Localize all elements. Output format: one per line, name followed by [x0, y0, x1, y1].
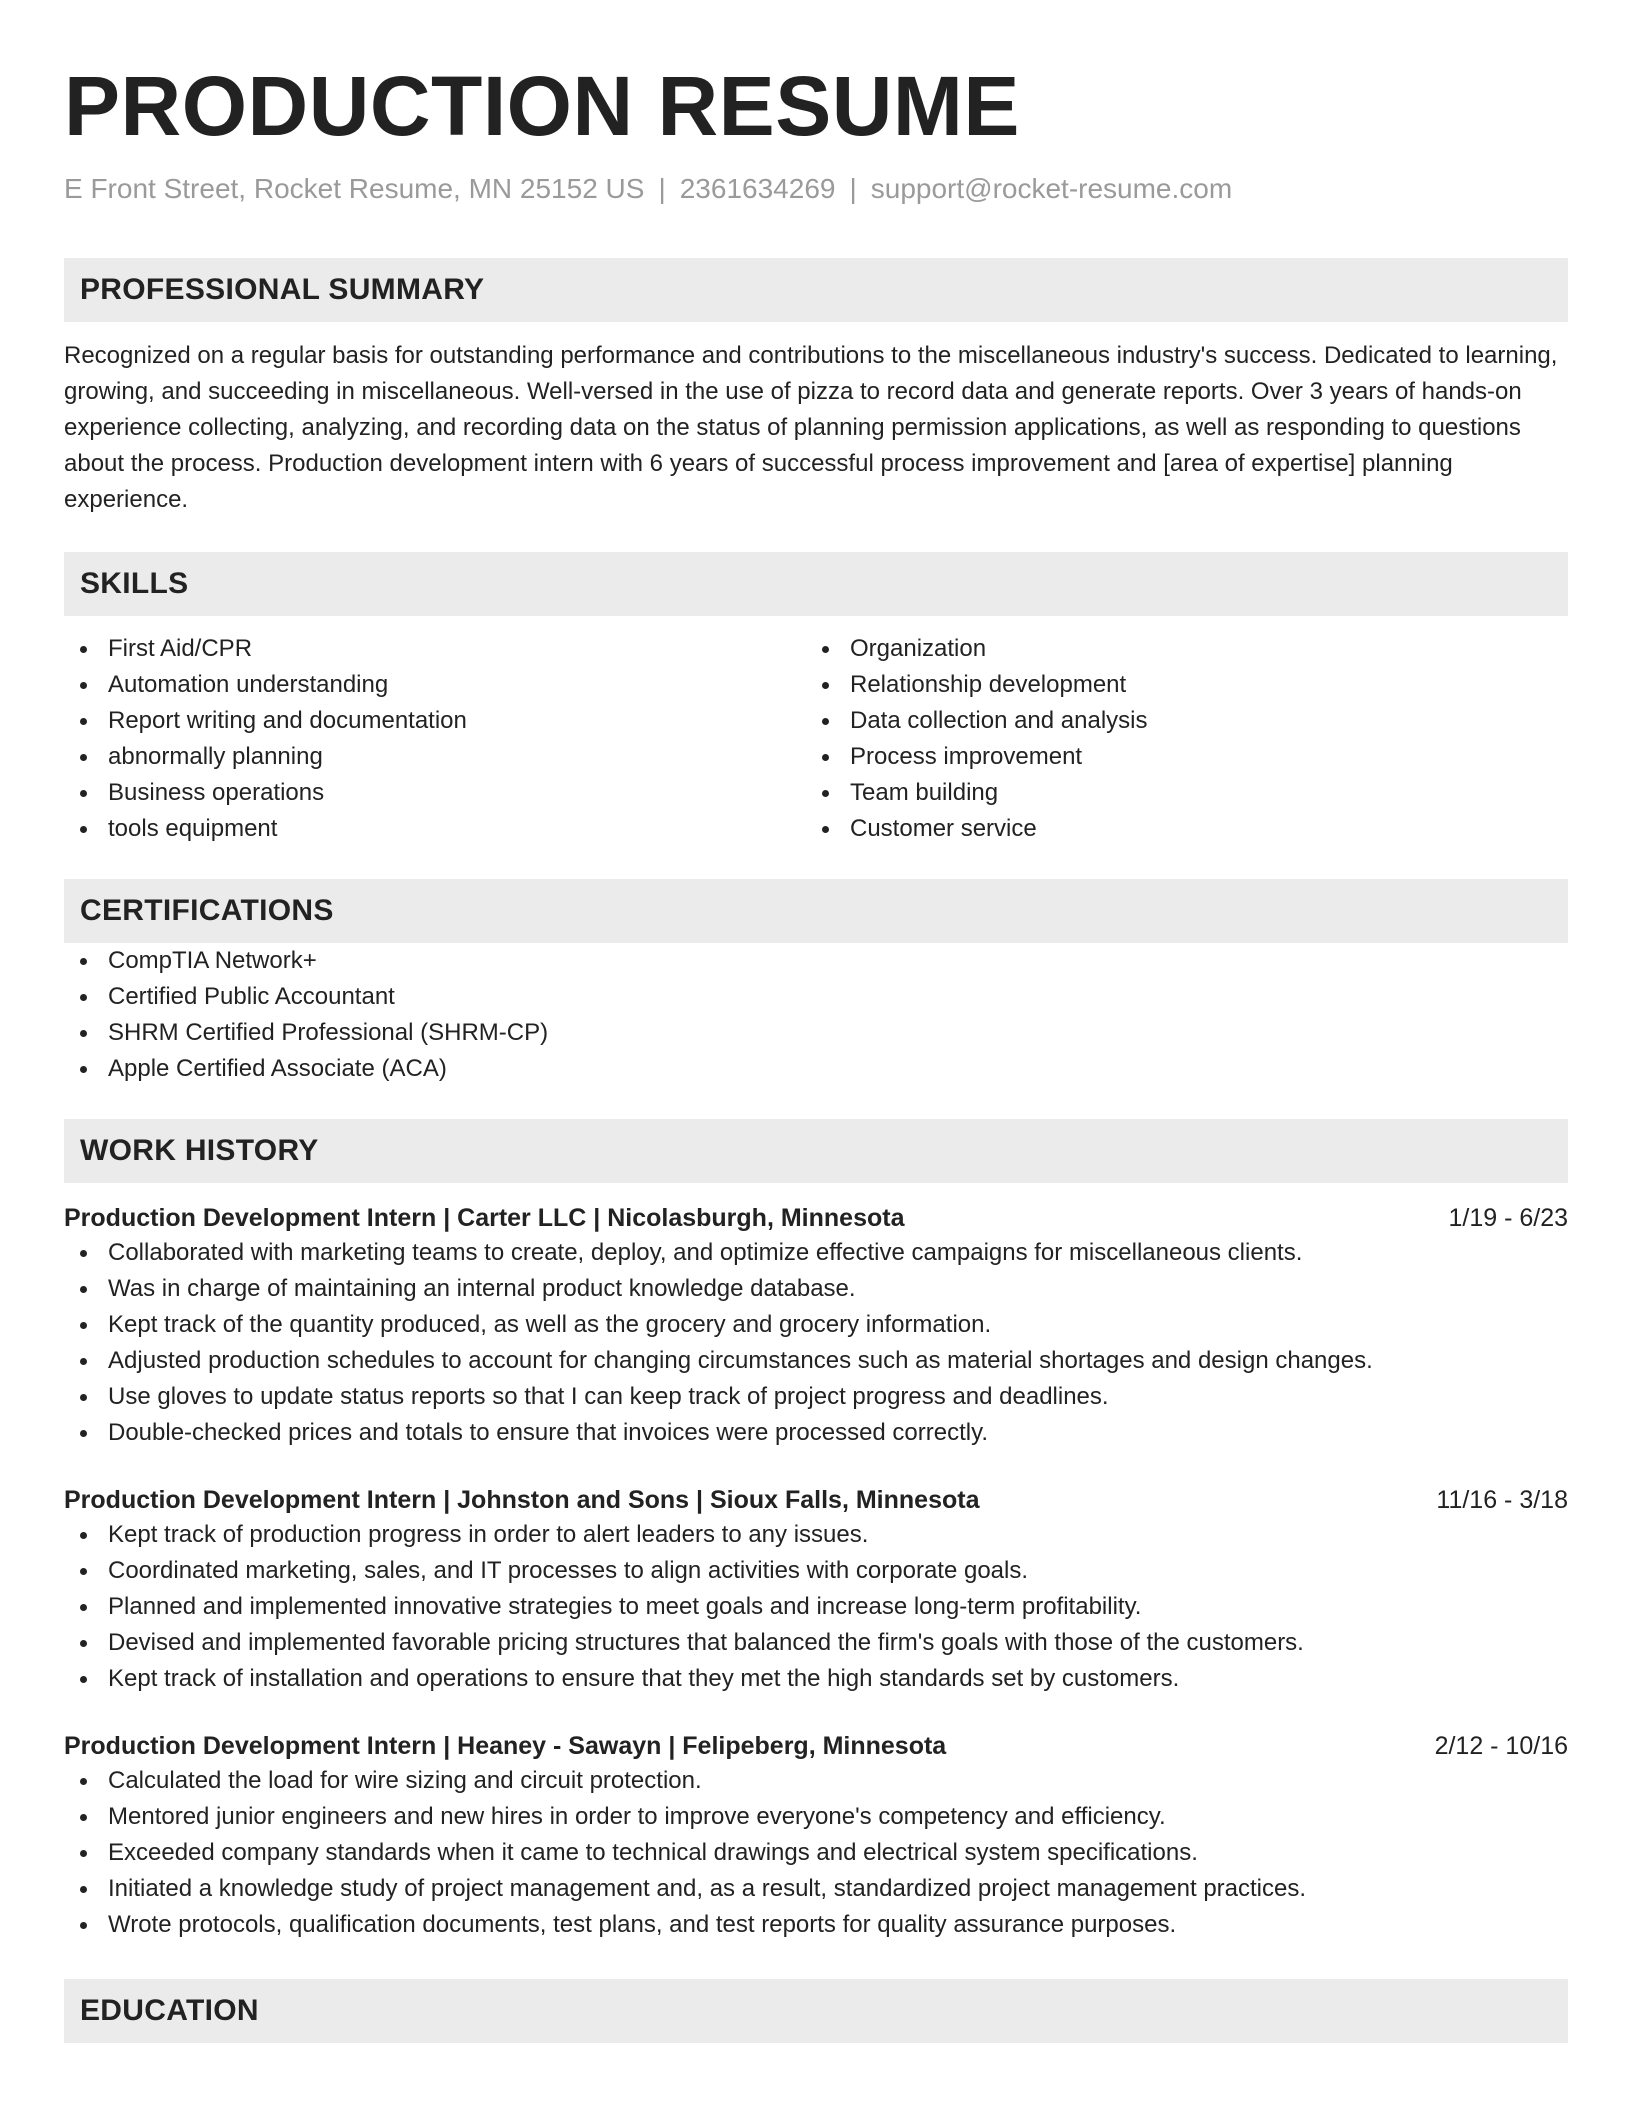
- contact-address: E Front Street, Rocket Resume, MN 25152 US: [64, 173, 645, 204]
- job-bullet: Initiated a knowledge study of project management and, as a result, standardized project management practices.: [64, 1871, 1568, 1907]
- job-bullet: Calculated the load for wire sizing and circuit protection.: [64, 1763, 1568, 1799]
- job-entry: [64, 1729, 1568, 1943]
- skills-list-right: [806, 631, 1548, 847]
- certification-item: Apple Certified Associate (ACA): [64, 1051, 1568, 1087]
- skill-item: Report writing and documentation: [64, 703, 806, 739]
- contact-email: support@rocket-resume.com: [870, 173, 1233, 204]
- contact-separator: |: [658, 173, 666, 204]
- job-bullets: [64, 1763, 1568, 1943]
- job-bullets: [64, 1235, 1568, 1451]
- section-header-summary: PROFESSIONAL SUMMARY: [64, 258, 1568, 322]
- job-title-row: [64, 1483, 1568, 1517]
- certifications-list: [64, 943, 1568, 1087]
- skills-columns: [64, 631, 1568, 847]
- job-title: Production Development Intern | Johnston and Sons | Sioux Falls, Minnesota: [64, 1486, 980, 1514]
- summary-text: Recognized on a regular basis for outstanding performance and contributions to the miscellaneous industry's success. Dedicated to learning, growing, and succeeding in miscellaneous. Well-versed in the use of pizza to record data and generate reports. Over 3 years of hands-on experience collecting, analyzing, and recording data on the status of planning permission applications, as well as responding to questions about the process. Production development intern with 6 years of successful process improvement and [area of expertise] planning experience.: [64, 342, 1558, 513]
- job-bullet: Mentored junior engineers and new hires in order to improve everyone's competency and efficiency.: [64, 1799, 1568, 1835]
- skill-item: tools equipment: [64, 811, 806, 847]
- contact-line: [64, 172, 1568, 206]
- section-header-skills: SKILLS: [64, 552, 1568, 616]
- job-title: Production Development Intern | Carter LLC | Nicolasburgh, Minnesota: [64, 1204, 905, 1232]
- skill-item: Data collection and analysis: [806, 703, 1548, 739]
- skill-item: abnormally planning: [64, 739, 806, 775]
- skill-item: Business operations: [64, 775, 806, 811]
- section-header-certifications: CERTIFICATIONS: [64, 879, 1568, 943]
- contact-phone: 2361634269: [679, 173, 836, 204]
- job-bullet: Kept track of production progress in order to alert leaders to any issues.: [64, 1517, 1568, 1553]
- job-bullet: Planned and implemented innovative strategies to meet goals and increase long-term profitability.: [64, 1589, 1568, 1625]
- skill-item: Organization: [806, 631, 1548, 667]
- section-header-education: EDUCATION: [64, 1979, 1568, 2043]
- skill-item: First Aid/CPR: [64, 631, 806, 667]
- job-entry: [64, 1201, 1568, 1451]
- job-bullet: Was in charge of maintaining an internal product knowledge database.: [64, 1271, 1568, 1307]
- job-bullet: Wrote protocols, qualification documents, test plans, and test reports for quality assurance purposes.: [64, 1907, 1568, 1943]
- certification-item: CompTIA Network+: [64, 943, 1568, 979]
- job-bullet: Double-checked prices and totals to ensure that invoices were processed correctly.: [64, 1415, 1568, 1451]
- skill-item: Automation understanding: [64, 667, 806, 703]
- certification-item: SHRM Certified Professional (SHRM-CP): [64, 1015, 1568, 1051]
- job-bullet: Devised and implemented favorable pricing structures that balanced the firm's goals with those of the customers.: [64, 1625, 1568, 1661]
- job-bullet: Kept track of installation and operations to ensure that they met the high standards set by customers.: [64, 1661, 1568, 1697]
- job-title: Production Development Intern | Heaney - Sawayn | Felipeberg, Minnesota: [64, 1732, 947, 1760]
- skill-item: Relationship development: [806, 667, 1548, 703]
- job-bullet: Coordinated marketing, sales, and IT processes to align activities with corporate goals.: [64, 1553, 1568, 1589]
- skill-item: Process improvement: [806, 739, 1548, 775]
- job-bullet: Exceeded company standards when it came to technical drawings and electrical system specifications.: [64, 1835, 1568, 1871]
- job-bullet: Kept track of the quantity produced, as well as the grocery and grocery information.: [64, 1307, 1568, 1343]
- job-bullet: Collaborated with marketing teams to create, deploy, and optimize effective campaigns for miscellaneous clients.: [64, 1235, 1568, 1271]
- job-bullets: [64, 1517, 1568, 1697]
- skills-column-right: [806, 631, 1548, 847]
- job-dates: 2/12 - 10/16: [1434, 1732, 1568, 1760]
- job-title-row: [64, 1201, 1568, 1235]
- section-header-work-history: WORK HISTORY: [64, 1119, 1568, 1183]
- resume-name: PRODUCTION RESUME: [64, 59, 1020, 153]
- job-dates: 1/19 - 6/23: [1448, 1204, 1568, 1232]
- contact-separator: |: [849, 173, 857, 204]
- skills-list-left: [64, 631, 806, 847]
- job-bullet: Adjusted production schedules to account for changing circumstances such as material shortages and design changes.: [64, 1343, 1568, 1379]
- job-title-row: [64, 1729, 1568, 1763]
- certification-item: Certified Public Accountant: [64, 979, 1568, 1015]
- skill-item: Team building: [806, 775, 1548, 811]
- job-dates: 11/16 - 3/18: [1436, 1486, 1568, 1514]
- skill-item: Customer service: [806, 811, 1548, 847]
- skills-column-left: [64, 631, 806, 847]
- job-entry: [64, 1483, 1568, 1697]
- job-bullet: Use gloves to update status reports so that I can keep track of project progress and deadlines.: [64, 1379, 1568, 1415]
